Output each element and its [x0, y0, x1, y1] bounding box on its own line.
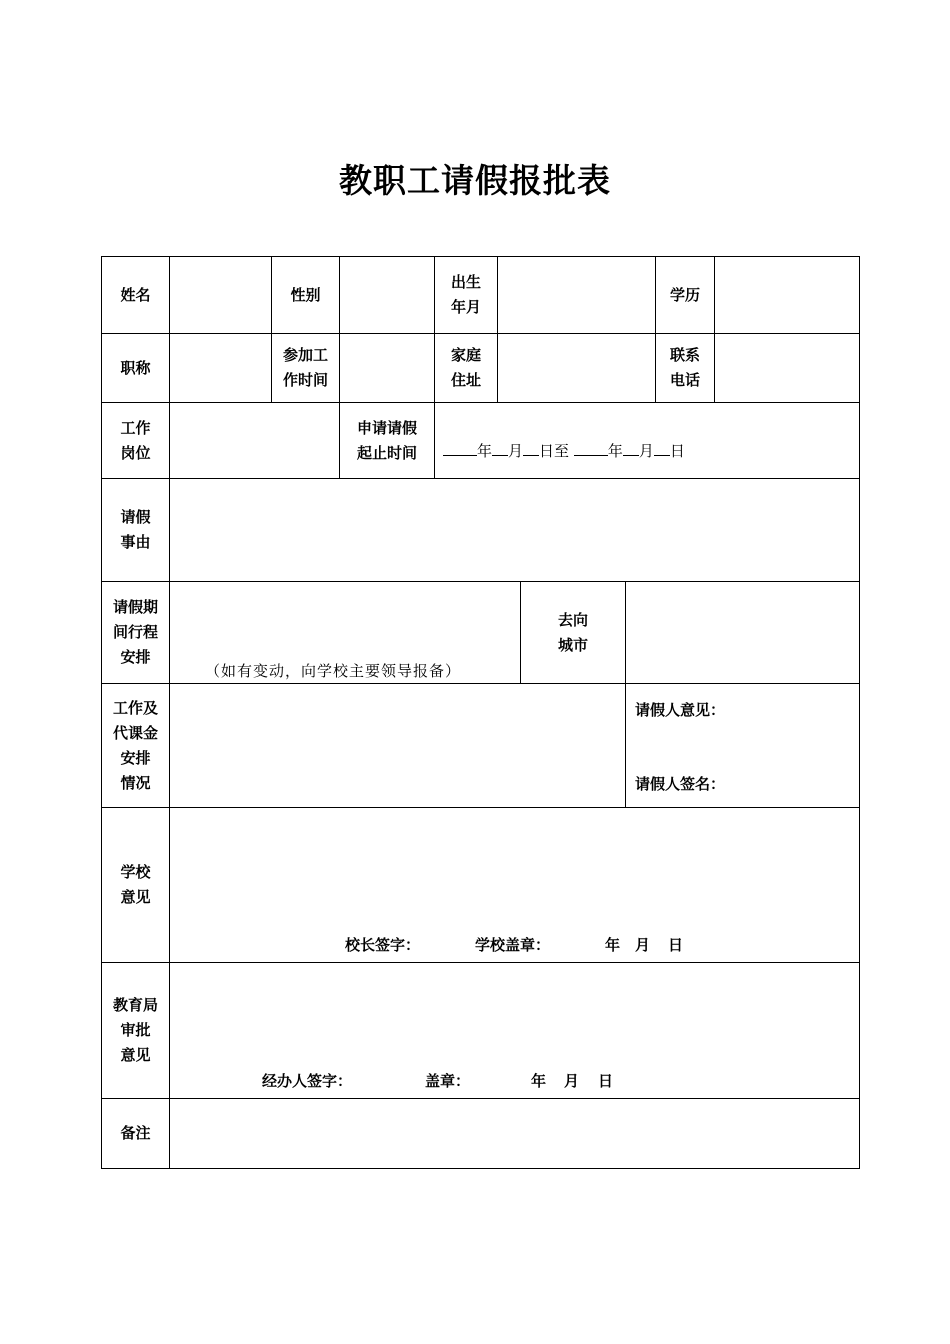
gender-label: 性别	[290, 285, 321, 304]
education-label: 学历	[669, 285, 700, 304]
bureau-date-year: 年	[531, 1072, 547, 1090]
form-title: 教职工请假报批表	[339, 161, 611, 200]
remarks-label: 备注	[120, 1124, 151, 1142]
bureau-approval-label: 教育局 审批 意见	[112, 996, 158, 1064]
school-date-month: 月	[635, 936, 651, 954]
destination-city-field[interactable]	[626, 582, 859, 683]
table-border-line	[859, 256, 860, 1169]
name-field[interactable]	[170, 257, 271, 333]
bureau-date-month: 月	[564, 1072, 580, 1090]
home-address-field[interactable]	[498, 334, 655, 402]
table-border-line	[101, 1168, 860, 1169]
bureau-seal-label: 盖章：	[425, 1072, 471, 1090]
school-date-day: 日	[668, 936, 684, 954]
leave-reason-field[interactable]	[170, 479, 859, 581]
education-field[interactable]	[715, 257, 859, 333]
job-title-label: 职称	[120, 358, 151, 377]
work-arrangement-label: 工作及 代课金 安排 情况	[112, 698, 158, 792]
leave-period-label: 申请请假 起止时间	[356, 418, 417, 462]
home-address-label: 家庭 住址	[450, 346, 481, 389]
destination-city-label: 去向 城市	[557, 610, 588, 654]
bureau-date-day: 日	[598, 1072, 614, 1090]
work-start-field[interactable]	[340, 334, 434, 402]
leave-period-field[interactable]: 年 月 日至 年 月 日	[443, 440, 685, 461]
school-seal-label: 学校盖章：	[475, 936, 551, 954]
school-date-year: 年	[605, 936, 621, 954]
applicant-signature-label: 请假人签名：	[635, 775, 726, 793]
handler-signature-label: 经办人签字：	[262, 1072, 353, 1090]
principal-signature-label: 校长签字：	[345, 936, 421, 954]
itinerary-label: 请假期 间行程 安排	[112, 598, 158, 666]
work-post-label: 工作 岗位	[120, 418, 151, 462]
gender-field[interactable]	[340, 257, 434, 333]
remarks-field[interactable]	[170, 1099, 859, 1168]
work-arrangement-field[interactable]	[170, 684, 625, 807]
school-opinion-label: 学校 意见	[120, 863, 151, 906]
job-title-field[interactable]	[170, 334, 271, 402]
phone-label: 联系 电话	[669, 346, 700, 389]
phone-field[interactable]	[715, 334, 859, 402]
birth-date-label: 出生 年月	[450, 273, 481, 316]
itinerary-note: （如有变动，向学校主要领导报备）	[205, 662, 462, 680]
birth-date-field[interactable]	[498, 257, 655, 333]
applicant-opinion-label: 请假人意见：	[635, 701, 726, 719]
work-start-label: 参加工 作时间	[282, 346, 328, 389]
name-label: 姓名	[120, 285, 151, 304]
leave-reason-label: 请假 事由	[120, 508, 151, 551]
work-post-field[interactable]	[170, 403, 339, 478]
